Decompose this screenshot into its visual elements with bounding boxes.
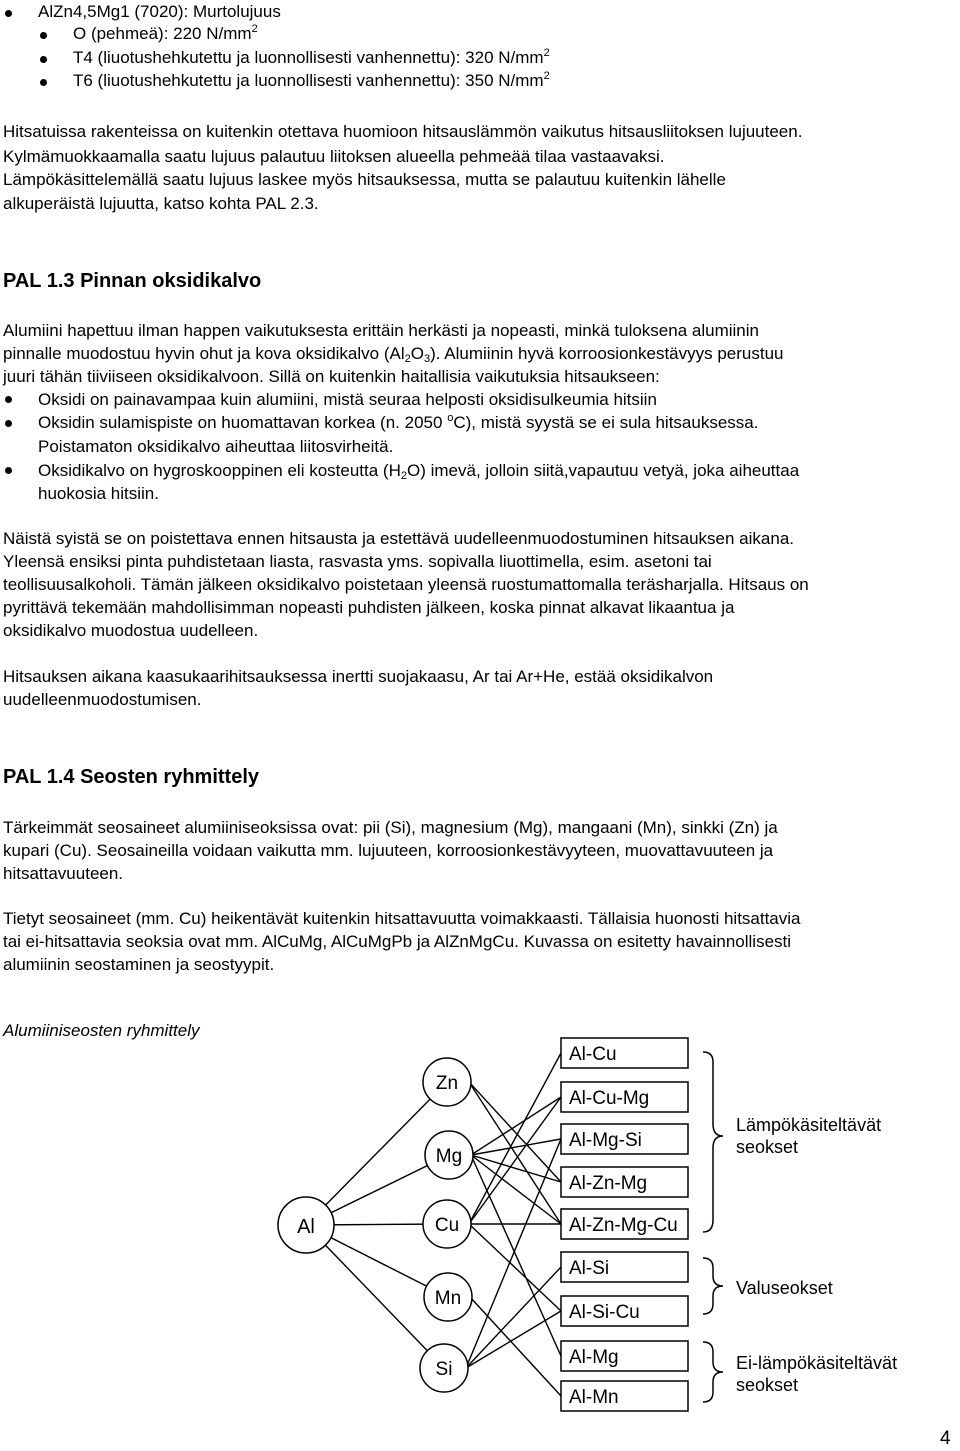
paragraph-line: Alumiini hapettuu ilman happen vaikutuksesta erittäin herkästi ja nopeasti, minkä tuloksena alumiinin bbox=[3, 321, 759, 340]
list-item-text: O (pehmeä): 220 N/mm bbox=[73, 24, 252, 43]
node-mn bbox=[424, 1273, 472, 1321]
list-item-o-temper bbox=[73, 22, 258, 48]
edge-zn-alloy bbox=[469, 1082, 561, 1182]
bullet-line bbox=[38, 411, 758, 437]
node-mg bbox=[425, 1131, 473, 1179]
group-label-cast: Valuseokset bbox=[736, 1278, 833, 1298]
paragraph-line: hitsattavuuteen. bbox=[3, 864, 124, 883]
alloy-box bbox=[561, 1296, 688, 1326]
bullet-line: Oksidi on painavampaa kuin alumiini, mistä seuraa helposti oksidisulkeumia hitsiin bbox=[38, 390, 657, 409]
edge-si-alloy bbox=[466, 1311, 561, 1368]
paragraph-line: Tietyt seosaineet (mm. Cu) heikentävät kuitenkin hitsattavuutta voimakkaasti. Tällaisia huonosti hitsattavia bbox=[3, 909, 801, 928]
edge-cu-alloy bbox=[469, 1224, 561, 1311]
paragraph-line: Lämpökäsittelemällä saatu lujuus laskee myös hitsauksessa, mutta se palautuu kuitenkin lähelle bbox=[3, 170, 726, 189]
subscript: 3 bbox=[423, 353, 431, 365]
paragraph-line: kupari (Cu). Seosaineilla voidaan vaikutta mm. lujuuteen, korroosionkestävyyteen, muovattavuuteen ja bbox=[3, 841, 774, 860]
list-item-alloy-title bbox=[38, 0, 281, 23]
subscript: 2 bbox=[404, 353, 411, 365]
text-run: O bbox=[410, 344, 424, 363]
alloy-box bbox=[561, 1252, 688, 1282]
alloy-box bbox=[561, 1082, 688, 1112]
node-al bbox=[278, 1197, 334, 1253]
paragraph-line: juuri tähän tiiviiseen oksidikalvoon. Sillä on kuitenkin haitallisia vaikutuksia hitsaukseen: bbox=[3, 367, 660, 386]
edge-mn-alloy bbox=[470, 1297, 561, 1396]
bullet-line: huokosia hitsiin. bbox=[38, 484, 159, 503]
superscript: 2 bbox=[543, 70, 550, 82]
section-heading: PAL 1.3 Pinnan oksidikalvo bbox=[3, 270, 262, 292]
node-label: Al bbox=[297, 1216, 315, 1238]
paragraph-line: Näistä syistä se on poistettava ennen hitsausta ja estettävä uudelleenmuodostuminen hitsauksen aikana. bbox=[3, 529, 794, 548]
alloy-label: Al-Mg-Si bbox=[569, 1130, 642, 1151]
page-number: 4 bbox=[940, 1428, 951, 1449]
node-label: Mn bbox=[434, 1288, 462, 1309]
alloy-box bbox=[561, 1341, 688, 1371]
list-item-t6-temper bbox=[73, 69, 550, 95]
list-item-text: AlZn4,5Mg1 (7020): Murtolujuus bbox=[38, 2, 281, 21]
bullet-dot bbox=[5, 10, 12, 17]
alloy-box bbox=[561, 1381, 688, 1411]
superscript: o bbox=[447, 412, 454, 424]
superscript: 2 bbox=[543, 47, 550, 59]
alloy-label: Al-Cu-Mg bbox=[569, 1088, 650, 1109]
node-label: Mg bbox=[435, 1146, 463, 1167]
bullet-dot bbox=[5, 420, 12, 427]
alloy-box bbox=[561, 1167, 688, 1197]
paragraph-line: Hitsatuissa rakenteissa on kuitenkin otettava huomioon hitsauslämmön vaikutus hitsausliitoksen lujuuteen. bbox=[3, 122, 803, 141]
paragraph-line: Kylmämuokkaamalla saatu lujuus palautuu liitoksen alueella pehmeää tilaa vastaavaksi. bbox=[3, 147, 665, 166]
text-run: ). bbox=[430, 344, 441, 363]
paragraph-line: pyrittävä tekemään mahdollisimman nopeasti puhdisten jälkeen, koska pinnat alkavat likaantua ja bbox=[3, 598, 735, 617]
edge-cu-alloy bbox=[469, 1097, 561, 1224]
alloy-box bbox=[561, 1038, 688, 1068]
paragraph-line: alkuperäistä lujuutta, katso kohta PAL 2.3. bbox=[3, 194, 319, 213]
group-label-non-heat-treatable: Ei-lämpökäsiteltävät bbox=[736, 1353, 898, 1373]
edge-cu-alloy bbox=[469, 1053, 561, 1224]
paragraph-line: Yleensä ensiksi pinta puhdistetaan liasta, rasvasta yms. sopivalla liuottimella, esim. asetoni tai bbox=[3, 552, 712, 571]
superscript: 2 bbox=[251, 23, 258, 35]
bullet-dot bbox=[5, 467, 12, 474]
paragraph-line: teollisuusalkoholi. Tämän jälkeen oksidikalvo poistetaan yleensä ruostumattomalla teräsharjalla. Hitsaus on bbox=[3, 575, 809, 594]
paragraph-line: Hitsauksen aikana kaasukaarihitsauksessa inertti suojakaasu, Ar tai Ar+He, estää oksidikalvon bbox=[3, 667, 714, 686]
group-label-non-heat-treatable-2: seokset bbox=[736, 1375, 799, 1395]
paragraph-line: tai ei-hitsattavia seoksia ovat mm. AlCuMg, AlCuMgPb ja AlZnMgCu. Kuvassa on esitetty havainnollisesti bbox=[3, 932, 792, 951]
node-si bbox=[420, 1344, 468, 1392]
brace-non-heat-treatable bbox=[703, 1342, 723, 1402]
group-label-heat-treatable-2: seokset bbox=[736, 1137, 799, 1157]
list-item-text: T6 (liuotushehkutettu ja luonnollisesti vanhennettu): 350 N/mm bbox=[73, 71, 544, 90]
node-label: Cu bbox=[434, 1215, 460, 1236]
alloy-label: Al-Mg bbox=[569, 1347, 619, 1368]
alloy-grouping-diagram bbox=[0, 1000, 960, 1451]
paragraph-line: uudelleenmuodostumisen. bbox=[3, 690, 202, 709]
node-cu bbox=[423, 1200, 471, 1248]
text-run: Oksidin sulamispiste on huomattavan korkea (n. 2050 bbox=[38, 413, 443, 432]
edge-mg-alloy bbox=[471, 1155, 561, 1224]
paragraph-line: oksidikalvo muodostua uudelleen. bbox=[3, 621, 259, 640]
paragraph-line: alumiinin seostaminen ja seostyypit. bbox=[3, 955, 275, 974]
alloy-label: Al-Mn bbox=[569, 1387, 619, 1408]
alloy-box bbox=[561, 1209, 688, 1239]
text-run: Oksidikalvo on hygroskooppinen eli kosteutta (H bbox=[38, 461, 401, 480]
paragraph-line: Tärkeimmät seosaineet alumiiniseoksissa ovat: pii (Si), magnesium (Mg), mangaani (Mn), sinkki (Zn) ja bbox=[3, 818, 778, 837]
edge-mg-alloy bbox=[471, 1155, 561, 1356]
alloy-label: Al-Cu bbox=[569, 1044, 617, 1065]
alloy-label: Al-Si bbox=[569, 1258, 610, 1279]
node-label: Si bbox=[435, 1359, 453, 1380]
text-run: O) imevä, jolloin siitä,vapautuu vetyä, joka aiheuttaa bbox=[407, 461, 800, 480]
section-heading: PAL 1.4 Seosten ryhmittely bbox=[3, 766, 260, 788]
bullet-dot bbox=[40, 56, 47, 63]
text-run: Alumiinin hyvä korroosionkestävyys perustuu bbox=[444, 344, 784, 363]
subscript: 2 bbox=[400, 470, 407, 482]
edge-si-alloy bbox=[466, 1139, 561, 1368]
group-label-heat-treatable: Lämpökäsiteltävät bbox=[736, 1115, 882, 1135]
bullet-dot bbox=[40, 32, 47, 39]
text-run: pinnalle muodostuu hyvin ohut ja kova oksidikalvo (Al bbox=[3, 344, 405, 363]
alloy-box bbox=[561, 1124, 688, 1154]
list-item-text: T4 (liuotushehkutettu ja luonnollisesti vanhennettu): 320 N/mm bbox=[73, 48, 544, 67]
alloy-label: Al-Si-Cu bbox=[569, 1302, 640, 1323]
brace-cast bbox=[703, 1258, 723, 1314]
node-label: Zn bbox=[435, 1073, 459, 1094]
bullet-line: Poistamaton oksidikalvo aiheuttaa liitosvirheitä. bbox=[38, 437, 394, 456]
bullet-dot bbox=[40, 79, 47, 86]
node-zn bbox=[423, 1058, 471, 1106]
alloy-label: Al-Zn-Mg bbox=[569, 1173, 648, 1194]
brace-heat-treatable bbox=[703, 1052, 723, 1232]
bullet-dot bbox=[5, 396, 12, 403]
alloy-label: Al-Zn-Mg-Cu bbox=[569, 1215, 678, 1236]
edge-si-alloy bbox=[466, 1267, 561, 1368]
text-run: C), mistä syystä se ei sula hitsauksessa. bbox=[453, 413, 759, 432]
figure-caption: Alumiiniseosten ryhmittely bbox=[3, 1021, 200, 1040]
